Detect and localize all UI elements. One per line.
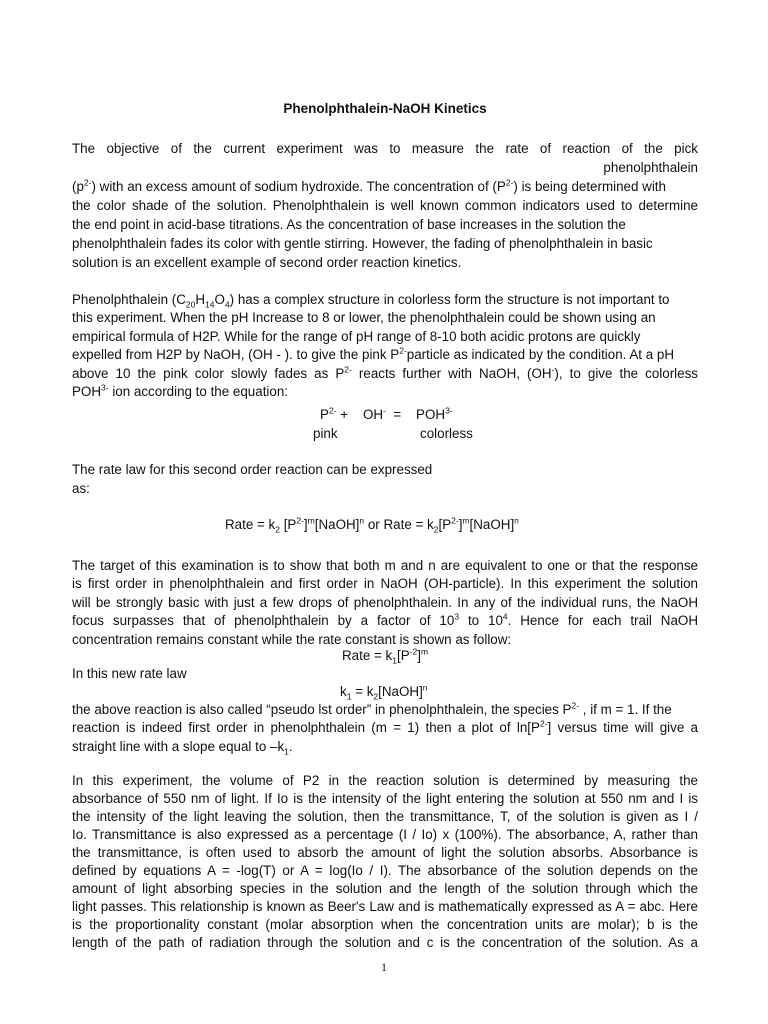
reaction-equation: $P^{2-}$ + OH- = $POH^{3-}$ <box>320 405 453 422</box>
p7-line-1: In this experiment, the volume of P2 in the reaction solution is determined by measuring the <box>72 773 698 788</box>
p6-line-3: straight line with a slope equal to $-k_1$. <box>72 739 293 757</box>
p7-line-9: is the proportionality constant (molar absorption when the concentration units are molar); b is the <box>72 917 698 932</box>
p6-line-1: the above reaction is also called “pseudo lst order” in phenolphthalein, the species $P^{2-}$ , if m = 1. If the <box>72 700 672 717</box>
p1-line-3: $(p^{2-})$ with an excess amount of sodium hydroxide. The concentration of $(P^{2-})$ is being determined with <box>72 177 666 194</box>
p4-line-1: The target of this examination is to show that both m and n are equivalent to one or that the response <box>72 558 698 573</box>
p7-line-10: length of the path of radiation through the solution and c is the concentration of the solution. As a <box>72 935 698 950</box>
p7-line-2: absorbance of 550 nm of light. If Io is the intensity of the light entering the solution at 550 nm and I is <box>72 791 698 806</box>
p3-line-2: as: <box>72 481 90 496</box>
pseudo-rate-equation: Rate = $k_1[P^{-2}]^m$ <box>342 646 429 666</box>
p7-line-6: defined by equations A = -log(T) or A = log(Io / I). The absorbance of the solution depends on the <box>72 863 698 878</box>
page-number: 1 <box>381 960 387 974</box>
p5-line: In this new rate law <box>72 666 187 681</box>
p2-line-2: this experiment. When the pH Increase to 8 or lower, the phenolphthalein could be shown using an <box>72 310 656 325</box>
p2-line-4: expelled from H2P by NaOH, (OH - ). to give the pink $P^{2-}particle$ as indicated by the condition. At a pH <box>72 345 675 362</box>
p7-line-8: light passes. This relationship is known as Beer's Law and is mathematically expressed as A = abc. Here <box>72 899 698 914</box>
p4-line-2: is first order in phenolphthalein and first order in NaOH (OH-particle). In this experiment the solution <box>72 576 698 591</box>
p4-line-3: will be strongly basic with just a few drops of phenolphthalein. In any of the individual runs, the NaOH <box>72 595 698 610</box>
label-pink: pink <box>313 426 338 441</box>
p1-line-5: the end point in acid-base titrations. As the concentration of base increases in the solution the <box>72 217 626 232</box>
label-colorless: colorless <box>420 426 473 441</box>
p3-line-1: The rate law for this second order reaction can be expressed <box>72 462 433 477</box>
page-title: Phenolphthalein-NaOH Kinetics <box>283 101 487 116</box>
p4-line-5: concentration remains constant while the rate constant is shown as follow: <box>72 632 512 647</box>
k1-equation: $k_1$ = $k_2[NaOH]^n$ <box>340 682 428 702</box>
p6-line-2: reaction is indeed first order in phenolphthalein (m = 1) then a plot of $\ln[P^{2-}]$ versus time will give a <box>72 718 699 735</box>
p7-line-4: Io. Transmittance is also expressed as a percentage (I / Io) x (100%). The absorbance, A, rather than <box>72 827 698 842</box>
rate-law-equation: Rate = $k_2$ $[P^{2-}]^m[NaOH]^n$ or Rate = $k_2[P^{2-}]^m[NaOH]^n$ <box>225 515 519 535</box>
p7-line-5: the transmittance, is often used to absorb the amount of light the solution absorbs. Absorbance is <box>72 845 698 860</box>
p7-line-3: the intensity of the light leaving the solution, then the transmittance, T, of the solution is given as I / <box>72 809 698 824</box>
p1-line-2: phenolphthalein <box>603 160 698 175</box>
p4-line-4: focus surpasses that of phenolphthalein by a factor of $10^3$ to $10^4$. Hence for each trail NaOH <box>72 611 698 628</box>
p1-line-6: phenolphthalein fades its color with gentle stirring. However, the fading of phenolphthalein in basic <box>72 236 653 251</box>
p1-line-7: solution is an excellent example of second order reaction kinetics. <box>72 255 462 270</box>
p1-line-1: The objective of the current experiment was to measure the rate of reaction of the pick <box>72 141 698 156</box>
p2-line-3: empirical formula of H2P. While for the range of pH range of 8-10 both acidic protons are quickly <box>72 329 641 344</box>
p2-line-6: $POH^{3-}$ ion according to the equation: <box>72 382 289 399</box>
p7-line-7: amount of light absorbing species in the solution and the length of the solution through which the <box>72 881 698 896</box>
p2-line-5: above 10 the pink color slowly fades as $P^{2-}$ reacts further with NaOH, (OH-), to give the colorless <box>72 364 698 381</box>
p1-line-4: the color shade of the solution. Phenolphthalein is well known common indicators used to determine <box>72 198 698 213</box>
p2-line-1: Phenolphthalein $(C_{20}H_{14}O_4)$ has a complex structure in colorless form the structure is not important to <box>72 292 670 310</box>
